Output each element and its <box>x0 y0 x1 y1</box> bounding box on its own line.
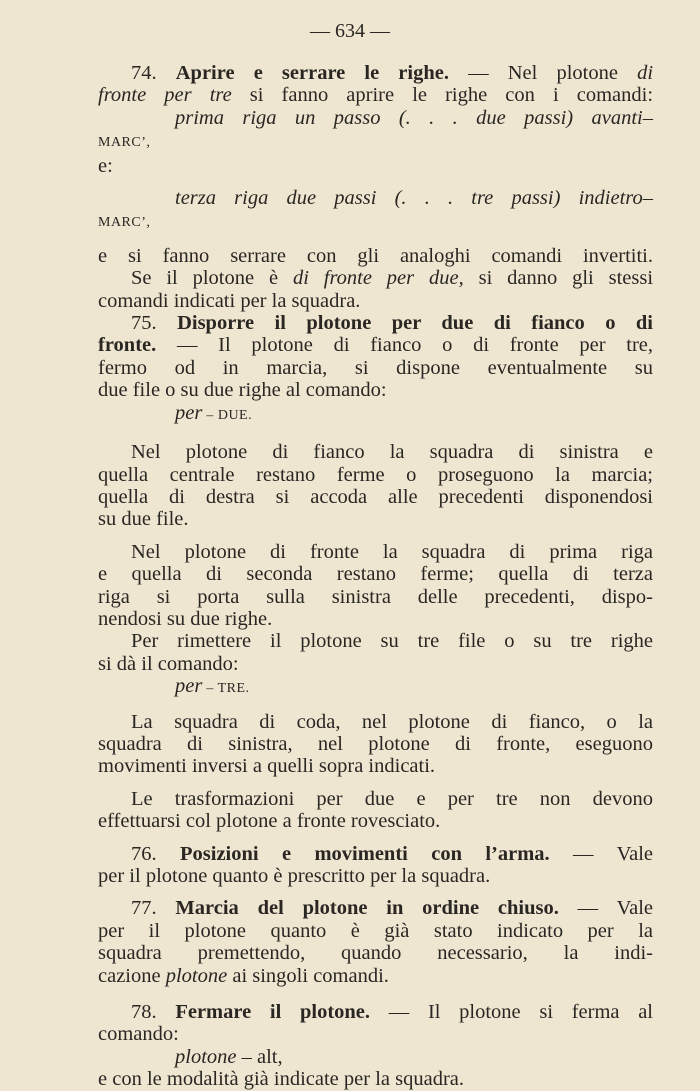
section-74-line-3: e si fanno serrare con gli analoghi comandi invertiti. <box>98 244 653 267</box>
command-per-tre: per – TRE. <box>175 675 250 698</box>
section-77-line-1: 77. Marcia del plotone in ordine chiuso. — Vale <box>131 897 653 920</box>
section-78-title: Fermare il plotone. <box>175 1001 371 1024</box>
command-per-due: per – DUE. <box>175 401 253 424</box>
paragraph-fianco-1: Nel plotone di fianco la squadra di sinistra e <box>131 441 653 464</box>
command-close-ranks: terza riga due passi (. . . tre passi) indietro– <box>175 187 653 210</box>
section-76-title: Posizioni e movimenti con l’arma. <box>180 842 550 865</box>
paragraph-fianco-4: su due file. <box>98 508 189 531</box>
section-76-line-2: per il plotone quanto è prescritto per la squadra. <box>98 865 491 887</box>
command-close-ranks-end: MARC’, <box>98 215 151 231</box>
section-78-line-1: 78. Fermare il plotone. — Il plotone si ferma al <box>131 1001 654 1024</box>
paragraph-coda-2: squadra di sinistra, nel plotone di fronte, eseguono <box>98 732 653 755</box>
paragraph-fronte-2: e quella di seconda restano ferme; quella di terza <box>98 563 653 586</box>
paragraph-fronte-3: riga si porta sulla sinistra delle precedenti, dispo- <box>98 585 653 608</box>
section-74-line-4: Se il plotone è di fronte per due, si danno gli stessi <box>131 267 654 290</box>
section-77-line-2: per il plotone quanto è già stato indicato per la <box>98 919 653 942</box>
section-74-line-2: fronte per tre si fanno aprire le righe con i comandi: <box>98 84 654 107</box>
section-77-line-4: cazione plotone ai singoli comandi. <box>98 964 389 987</box>
section-77-title: Marcia del plotone in ordine chiuso. <box>175 897 559 920</box>
section-75-line-3: fermo od in marcia, si dispone eventualmente su <box>98 356 653 379</box>
paragraph-fianco-2: quella centrale restano ferme o proseguono la marcia; <box>98 463 653 486</box>
command-open-ranks: prima riga un passo (. . . due passi) avanti– <box>175 106 653 129</box>
section-75-line-2: fronte. — Il plotone di fianco o di fronte per tre, <box>98 334 653 357</box>
page-number: — 634 — <box>310 20 390 42</box>
section-78-line-3: e con le modalità già indicate per la squadra. <box>98 1068 464 1091</box>
paragraph-fianco-3: quella di destra si accoda alle precedenti disponendosi <box>98 485 653 508</box>
section-76-line-1: 76. Posizioni e movimenti con l’arma. — Vale <box>131 842 653 865</box>
paragraph-coda-1: La squadra di coda, nel plotone di fianco, o la <box>131 710 653 733</box>
section-78-line-2: comando: <box>98 1023 179 1046</box>
section-75-line-4: due file o su due righe al comando: <box>98 379 387 402</box>
command-plotone-alt: plotone – alt, <box>175 1045 283 1068</box>
paragraph-coda-3: movimenti inversi a quelli sopra indicati. <box>98 755 436 778</box>
paragraph-trasformazioni-1: Le trasformazioni per due e per tre non devono <box>131 787 653 810</box>
section-74-line-1: 74. Aprire e serrare le righe. — Nel plotone di <box>131 62 654 84</box>
command-open-ranks-end: MARC’, <box>98 135 151 151</box>
section-74-e: e: <box>98 154 113 177</box>
section-77-line-3: squadra premettendo, quando necessario, la indi- <box>98 942 653 965</box>
paragraph-rimettere-2: si dà il comando: <box>98 652 239 675</box>
paragraph-trasformazioni-2: effettuarsi col plotone a fronte rovesciato. <box>98 810 441 833</box>
section-75-title: Disporre il plotone per due di fianco o di <box>177 312 653 335</box>
paragraph-fronte-1: Nel plotone di fronte la squadra di prima riga <box>131 540 653 563</box>
section-75-line-1: 75. Disporre il plotone per due di fianco o di <box>131 312 653 335</box>
section-74-title: Aprire e serrare le righe. <box>175 62 449 84</box>
section-74-line-5: comandi indicati per la squadra. <box>98 289 361 312</box>
paragraph-fronte-4: nendosi su due righe. <box>98 607 273 630</box>
paragraph-rimettere-1: Per rimettere il plotone su tre file o su tre righe <box>131 630 653 653</box>
page-body <box>98 62 653 1091</box>
